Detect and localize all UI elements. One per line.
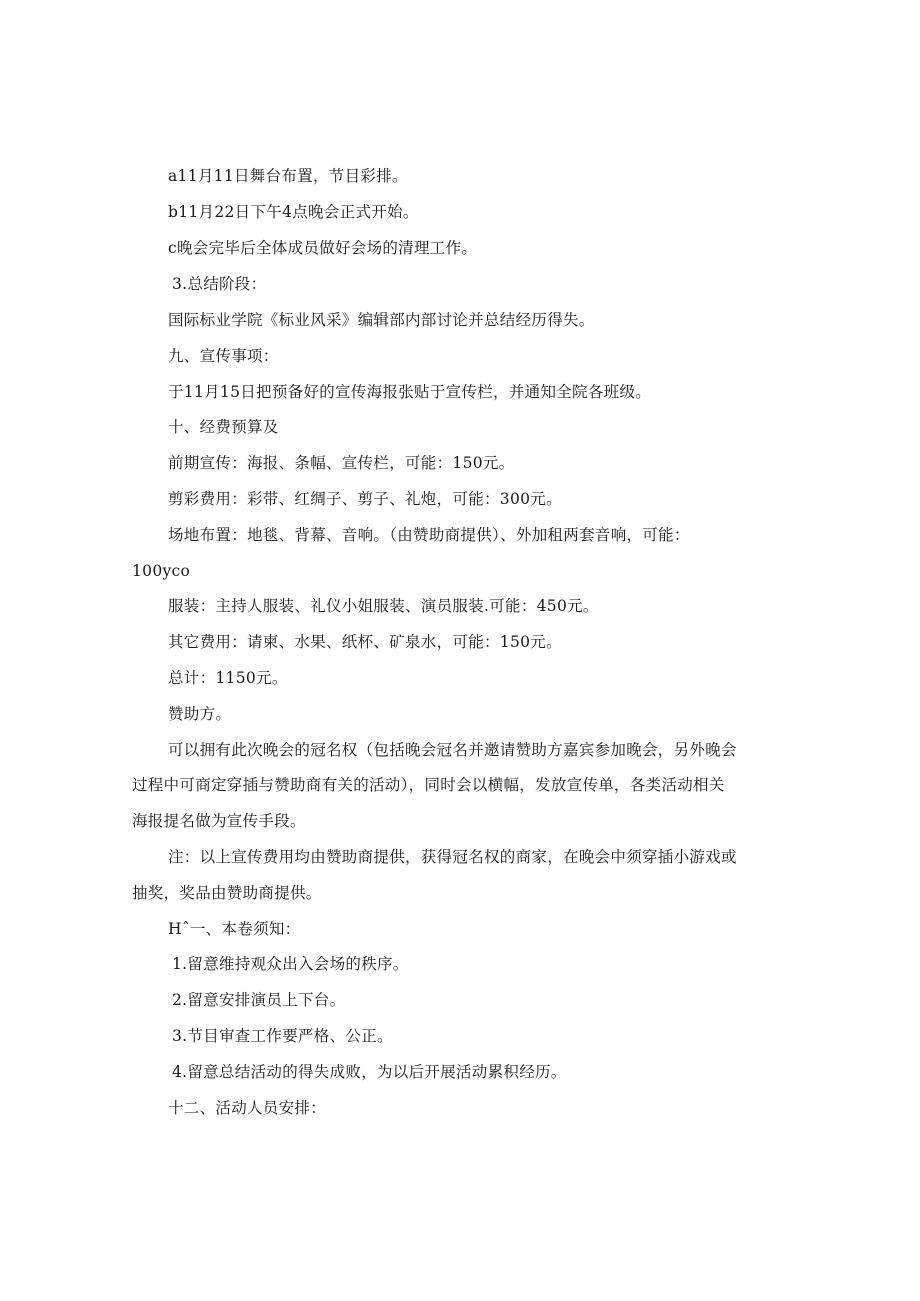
text-line: 服装：主持人服装、礼仪小姐服装、演员服装.可能：450元。 — [168, 597, 599, 615]
list-item: 2.留意安排演员上下台。 — [172, 991, 346, 1009]
text-line: 剪彩费用：彩带、红绸子、剪子、礼炮，可能：300元。 — [168, 490, 562, 508]
text-line: 前期宣传：海报、条幅、宣传栏，可能：150元。 — [168, 454, 515, 472]
section-heading: 十二、活动人员安排： — [168, 1099, 327, 1117]
text-line: 100yco — [132, 562, 191, 580]
text-line: b11月22日下午4点晚会正式开始。 — [168, 203, 419, 221]
list-item: 4.留意总结活动的得失成败，为以后开展活动累积经历。 — [172, 1063, 567, 1081]
paragraph-line: 抽奖，奖品由赞助商提供。 — [132, 884, 322, 902]
text-line: 国际标业学院《标业风采》编辑部内部讨论并总结经历得失。 — [168, 311, 595, 329]
paragraph-line: 注：以上宣传费用均由赞助商提供，获得冠名权的商家，在晚会中须穿插小游戏或 — [168, 848, 737, 866]
section-heading: 十、经费预算及 — [168, 418, 279, 436]
section-heading: 九、宣传事项： — [168, 347, 279, 365]
text-line: 于11月15日把预备好的宣传海报张贴于宣传栏，并通知全院各班级。 — [168, 383, 652, 401]
text-line: a11月11日舞台布置，节目彩排。 — [168, 167, 408, 185]
text-line: 其它费用：请柬、水果、纸杯、矿泉水，可能：150元。 — [168, 633, 562, 651]
section-heading: 赞助方。 — [168, 705, 232, 723]
paragraph-line: 可以拥有此次晚会的冠名权（包括晚会冠名并邀请赞助方嘉宾参加晚会，另外晚会 — [168, 741, 737, 759]
paragraph-line: 海报提名做为宣传手段。 — [132, 812, 306, 830]
section-heading: Hˆ一、本卷须知： — [168, 920, 301, 938]
paragraph-line: 过程中可商定穿插与赞助商有关的活动），同时会以横幅，发放宣传单，各类活动相关 — [132, 776, 725, 794]
text-line: 总计：1150元。 — [168, 669, 288, 687]
list-item: 3.节目审查工作要严格、公正。 — [172, 1027, 393, 1045]
text-line: c晚会完毕后全体成员做好会场的清理工作。 — [168, 239, 478, 257]
text-line: 场地布置：地毯、背幕、音响。（由赞助商提供）、外加租两套音响，可能： — [168, 526, 690, 544]
list-item: 1.留意维持观众出入会场的秩序。 — [172, 955, 409, 973]
section-heading: 3.总结阶段： — [172, 275, 267, 293]
